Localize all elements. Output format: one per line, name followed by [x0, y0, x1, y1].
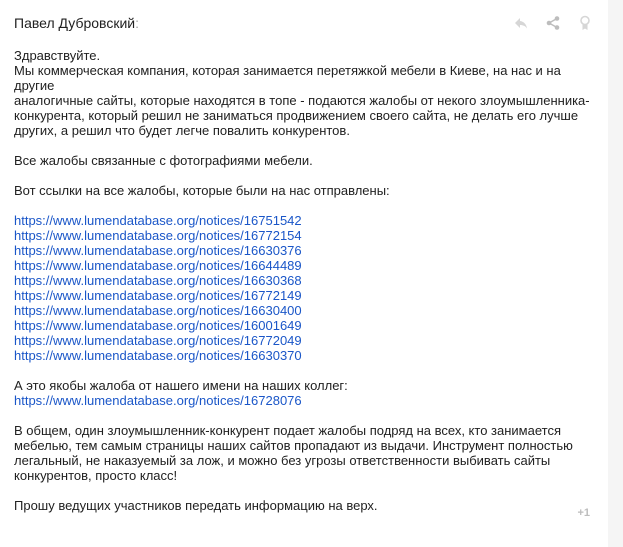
- paragraph-gap: [14, 483, 594, 498]
- author-name[interactable]: Павел Дубровский: [14, 15, 136, 31]
- author-line: [14, 14, 594, 32]
- summary-line: мебелью, тем самым страницы наших сайтов пропадают из выдачи. Инструмент полностью: [14, 438, 573, 453]
- post-body: [14, 48, 594, 513]
- paragraph-gap: [14, 408, 594, 423]
- summary-line: конкурентов, просто класс!: [14, 468, 178, 483]
- links-intro: Вот ссылки на все жалобы, которые были на нас отправлены:: [14, 183, 390, 198]
- photos-line: Все жалобы связанные с фотографиями мебели.: [14, 153, 313, 168]
- fake-complaint-link[interactable]: https://www.lumendatabase.org/notices/16728076: [14, 393, 302, 408]
- closing-line: Прошу ведущих участников передать информацию на верх.: [14, 498, 378, 513]
- award-icon[interactable]: [576, 14, 594, 32]
- paragraph-gap: [14, 198, 594, 213]
- paragraph-gap: [14, 138, 594, 153]
- notice-link[interactable]: https://www.lumendatabase.org/notices/16772149: [14, 288, 302, 303]
- summary-line: В общем, один злоумышленник-конкурент подает жалобы подряд на всех, кто занимается: [14, 423, 561, 438]
- paragraph-gap: [14, 168, 594, 183]
- plus-one-button[interactable]: +1: [577, 507, 590, 519]
- notice-link[interactable]: https://www.lumendatabase.org/notices/16001649: [14, 318, 302, 333]
- notice-link[interactable]: https://www.lumendatabase.org/notices/16630370: [14, 348, 302, 363]
- notice-link[interactable]: https://www.lumendatabase.org/notices/16772154: [14, 228, 302, 243]
- notice-link[interactable]: https://www.lumendatabase.org/notices/16772049: [14, 333, 302, 348]
- reply-icon[interactable]: [512, 14, 530, 32]
- paragraph-gap: [14, 363, 594, 378]
- share-icon[interactable]: [544, 14, 562, 32]
- post-header: [14, 14, 594, 40]
- intro-line: Мы коммерческая компания, которая занимается перетяжкой мебели в Киеве, на нас и на другие: [14, 63, 561, 93]
- greeting: Здравствуйте.: [14, 48, 101, 63]
- notice-link[interactable]: https://www.lumendatabase.org/notices/16630376: [14, 243, 302, 258]
- author-colon: :: [135, 15, 139, 31]
- notice-link[interactable]: https://www.lumendatabase.org/notices/16751542: [14, 213, 302, 228]
- notice-link[interactable]: https://www.lumendatabase.org/notices/16630368: [14, 273, 302, 288]
- fake-complaint-line: А это якобы жалоба от нашего имени на наших коллег:: [14, 378, 348, 393]
- intro-line: конкурента, который решил не заниматься продвижением своего сайта, не делать его лучше: [14, 108, 579, 123]
- notice-link[interactable]: https://www.lumendatabase.org/notices/16644489: [14, 258, 302, 273]
- notice-link[interactable]: https://www.lumendatabase.org/notices/16630400: [14, 303, 302, 318]
- intro-line: других, а решил что будет легче повалить конкурентов.: [14, 123, 350, 138]
- notice-links: [14, 213, 594, 363]
- summary-line: легальный, не наказуемый за лож, и можно без угрозы ответственности выбивать сайты: [14, 453, 551, 468]
- post-actions: [512, 14, 594, 32]
- intro-line: аналогичные сайты, которые находятся в топе - подаются жалобы от некого злоумышленника-: [14, 93, 590, 108]
